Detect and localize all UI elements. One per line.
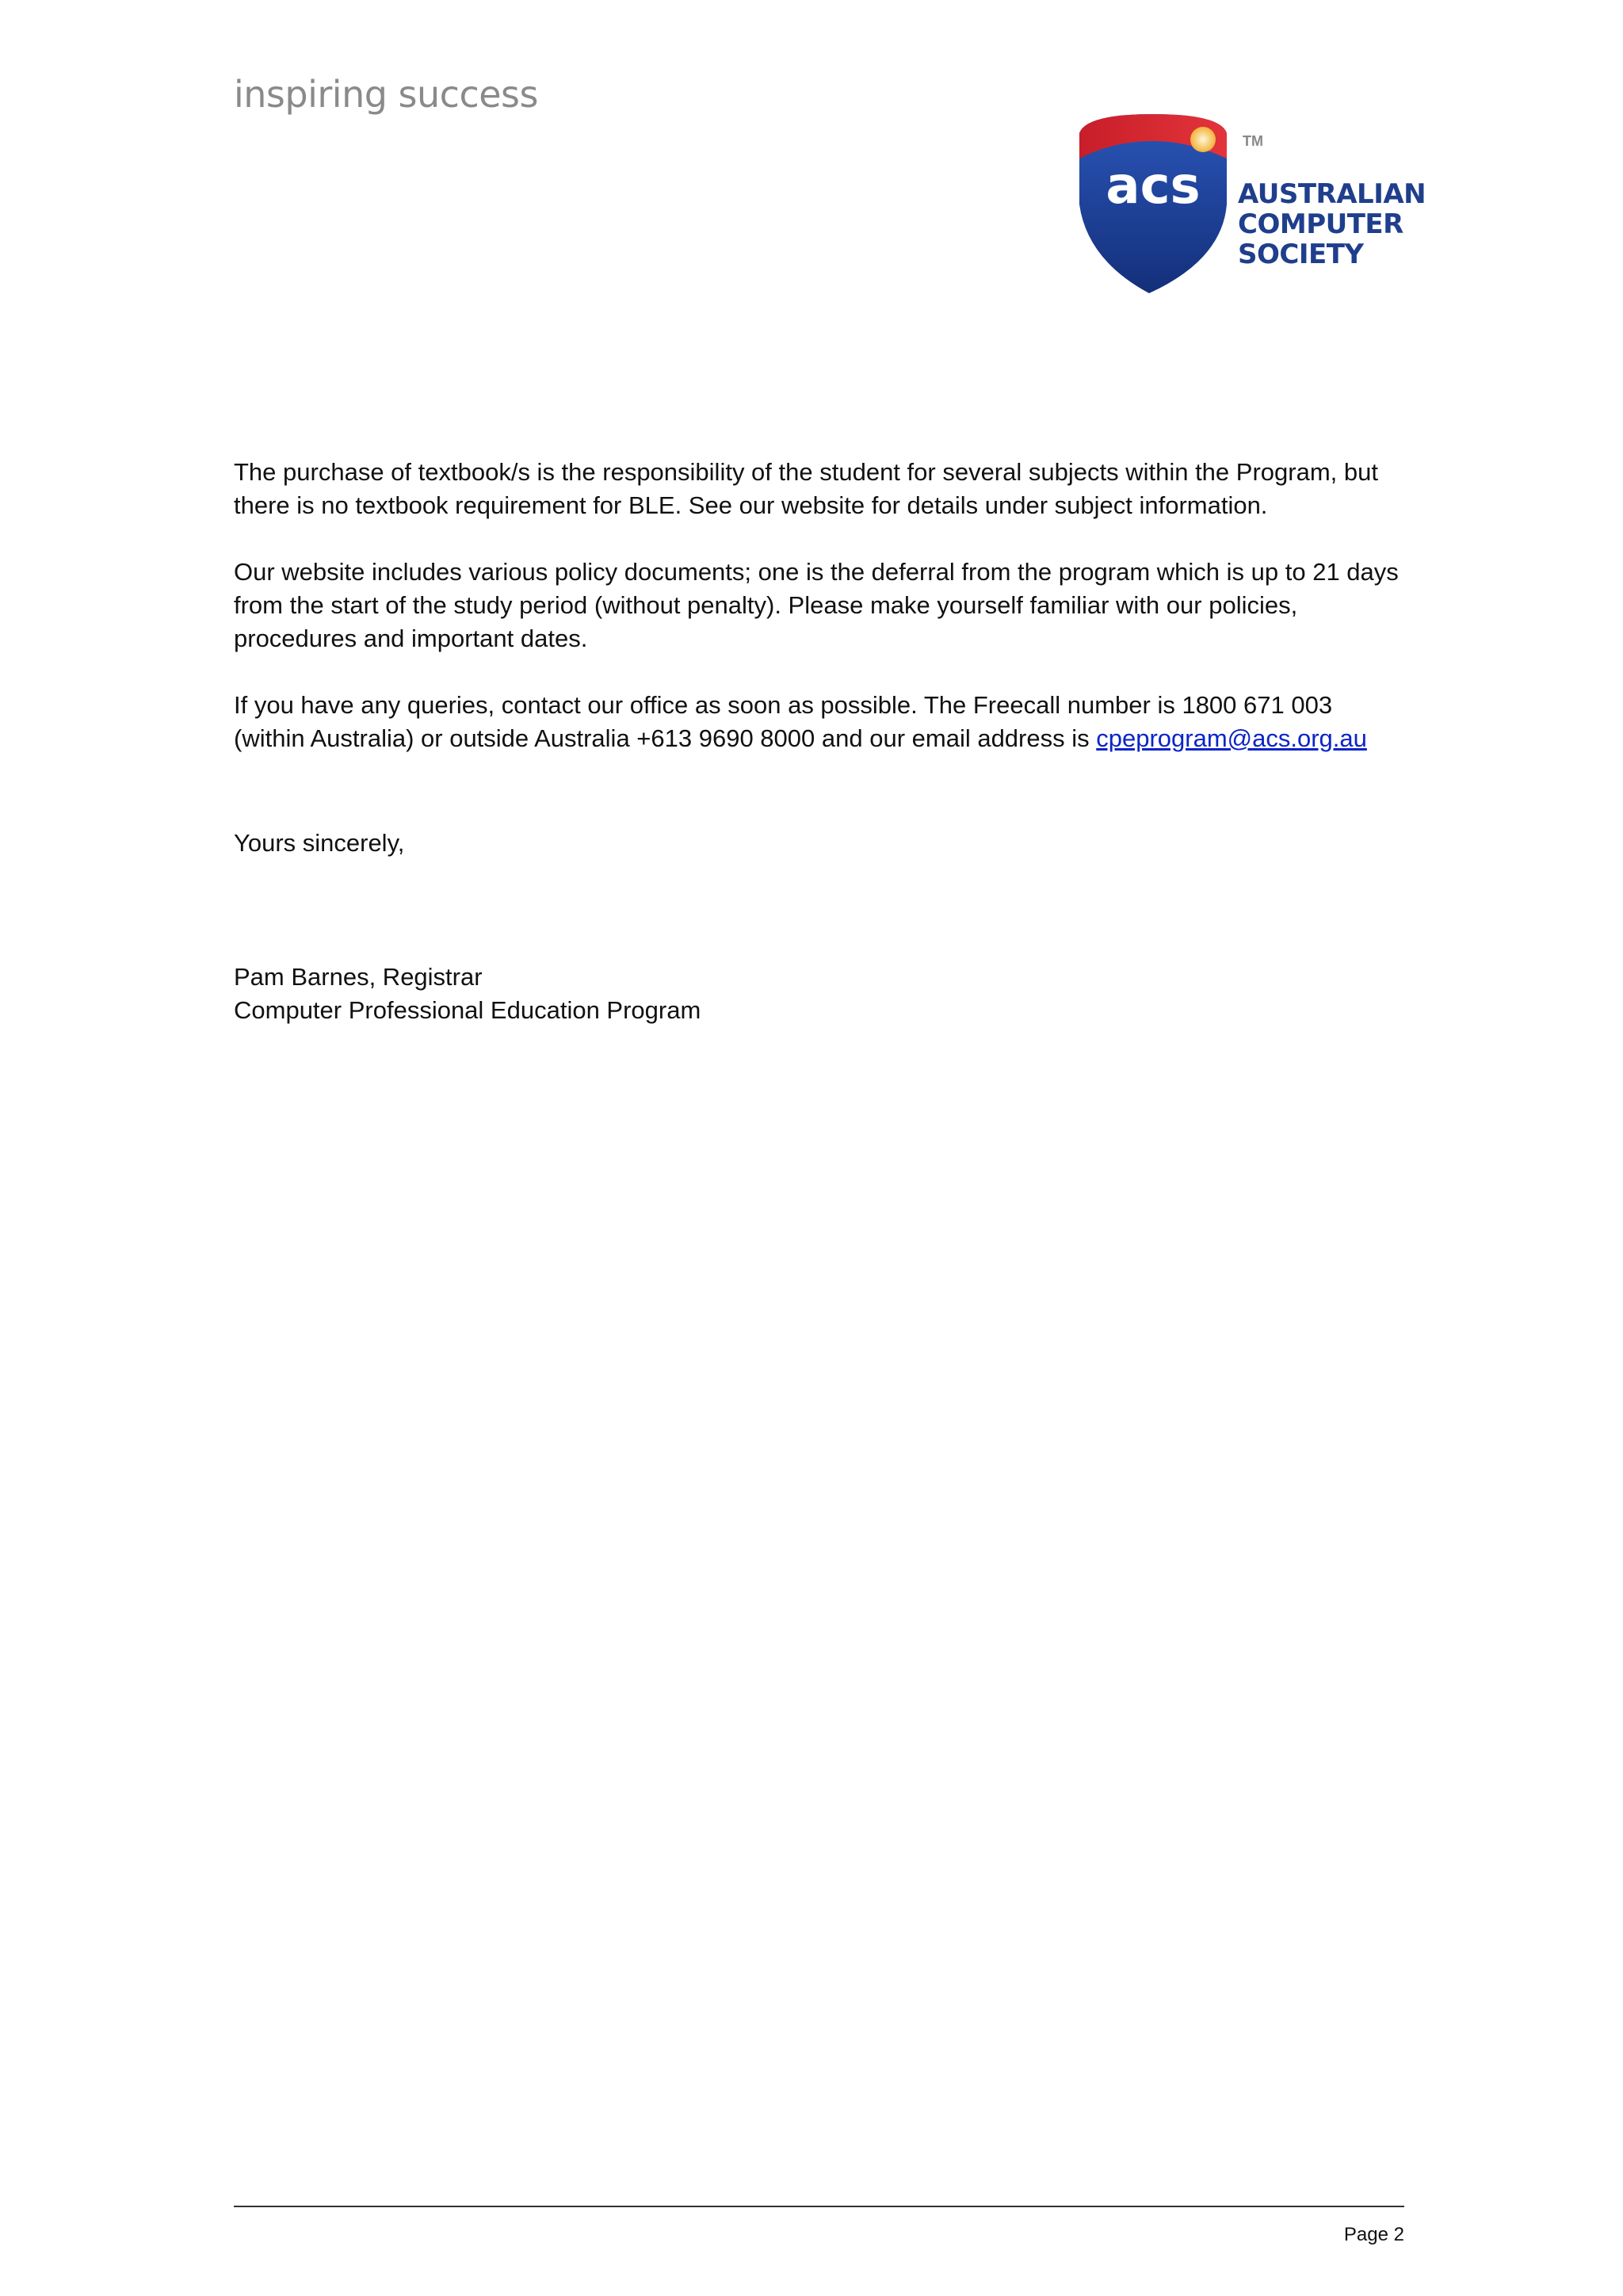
logo-mark-text: acs [1106,157,1201,216]
header-tagline: inspiring success [234,73,538,116]
logo-line-society: SOCIETY [1238,239,1364,270]
paragraph-policies: Our website includes various policy documents; one is the deferral from the program which is up to 21 days from the start of the study period (without penalty). Please make yourself familiar with our policies, procedures and important dates. [234,558,1399,652]
letter-closing: Yours sincerely, [234,829,405,857]
logo-line-australian: AUSTRALIAN [1238,178,1426,210]
signature-block [234,961,701,1027]
paragraph-textbooks: The purchase of textbook/s is the responsibility of the student for several subjects within the Program, but there is no textbook requirement for BLE. See our website for details under subject information. [234,458,1378,519]
trademark-symbol: TM [1243,133,1263,149]
signer-name: Pam Barnes, Registrar [234,963,483,991]
page-number: Page 2 [1343,2224,1404,2245]
acs-logo [1070,109,1426,300]
paragraph-contact [234,689,1407,755]
footer-divider [234,2206,1404,2207]
contact-text: If you have any queries, contact our office as soon as possible. The Freecall number is 1800 671 003 (within Australia) or outside Australia +613 9690 8000 and our email address is [234,691,1333,752]
acs-shield-icon [1070,109,1236,300]
logo-wordmark [1238,179,1426,269]
signer-program: Computer Professional Education Program [234,996,701,1024]
letter-body [234,456,1407,789]
logo-line-computer: COMPUTER [1238,208,1403,240]
email-link[interactable]: cpeprogram@acs.org.au [1096,724,1367,752]
